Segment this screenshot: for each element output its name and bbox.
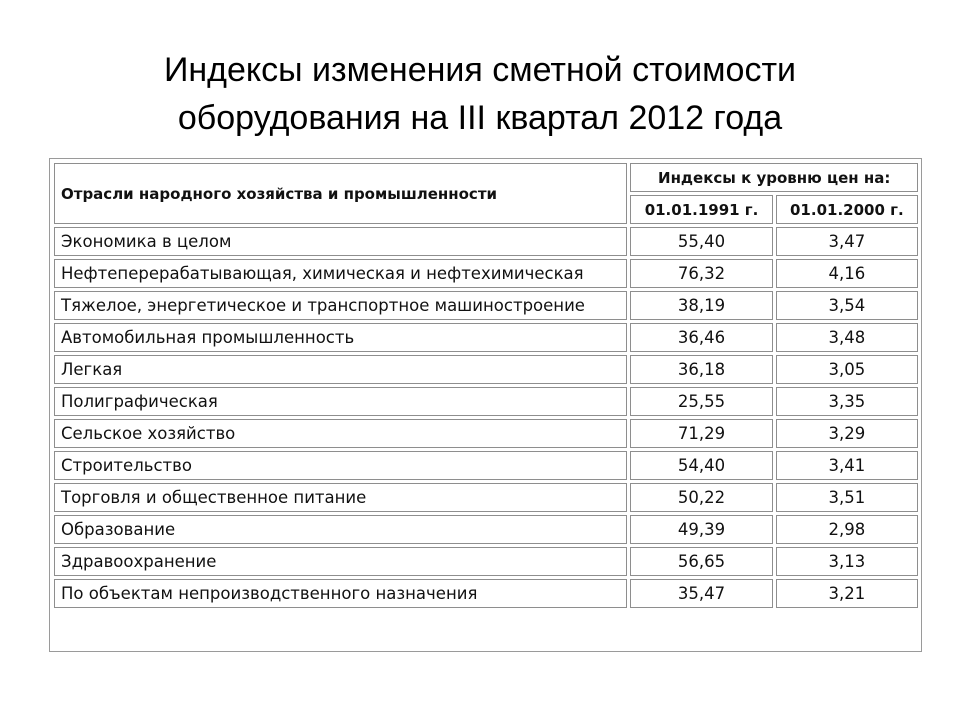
table-row (54, 515, 918, 544)
row-sector-name: Здравоохранение (54, 547, 627, 576)
row-sector-name: Торговля и общественное питание (54, 483, 627, 512)
table-row (54, 547, 918, 576)
title-line-1: Индексы изменения сметной стоимости (163, 51, 797, 89)
table-row (54, 451, 918, 480)
row-sector-name: По объектам непроизводственного назначения (54, 579, 627, 608)
index-table-frame (49, 158, 922, 652)
row-value-2000: 3,51 (776, 483, 918, 512)
row-value-2000: 3,54 (776, 291, 918, 320)
row-value-1991: 50,22 (630, 483, 772, 512)
header-2000: 01.01.2000 г. (776, 195, 918, 224)
row-value-2000: 3,35 (776, 387, 918, 416)
row-sector-name: Полиграфическая (54, 387, 627, 416)
row-sector-name: Сельское хозяйство (54, 419, 627, 448)
row-value-2000: 3,48 (776, 323, 918, 352)
row-value-2000: 3,41 (776, 451, 918, 480)
row-value-1991: 49,39 (630, 515, 772, 544)
row-value-2000: 3,29 (776, 419, 918, 448)
row-value-1991: 56,65 (630, 547, 772, 576)
row-value-1991: 76,32 (630, 259, 772, 288)
row-value-1991: 54,40 (630, 451, 772, 480)
row-value-1991: 36,18 (630, 355, 772, 384)
table-row (54, 323, 918, 352)
row-value-2000: 4,16 (776, 259, 918, 288)
row-value-2000: 3,13 (776, 547, 918, 576)
row-value-2000: 3,21 (776, 579, 918, 608)
table-body (54, 227, 918, 608)
table-row (54, 355, 918, 384)
table-header-row (54, 163, 918, 192)
title-line-2: оборудования на III квартал 2012 года (177, 99, 783, 137)
table-row (54, 387, 918, 416)
table-row (54, 259, 918, 288)
row-value-1991: 25,55 (630, 387, 772, 416)
row-value-2000: 3,47 (776, 227, 918, 256)
row-value-1991: 71,29 (630, 419, 772, 448)
row-sector-name: Автомобильная промышленность (54, 323, 627, 352)
row-value-1991: 35,47 (630, 579, 772, 608)
table-row (54, 579, 918, 608)
row-value-2000: 2,98 (776, 515, 918, 544)
table-row (54, 483, 918, 512)
header-index-group: Индексы к уровню цен на: (630, 163, 918, 192)
row-sector-name: Образование (54, 515, 627, 544)
header-sector: Отрасли народного хозяйства и промышленности (54, 163, 627, 224)
row-value-1991: 36,46 (630, 323, 772, 352)
row-value-1991: 38,19 (630, 291, 772, 320)
table-row (54, 227, 918, 256)
index-table (51, 160, 921, 611)
page-title (0, 46, 960, 142)
row-value-2000: 3,05 (776, 355, 918, 384)
row-sector-name: Тяжелое, энергетическое и транспортное машиностроение (54, 291, 627, 320)
row-value-1991: 55,40 (630, 227, 772, 256)
header-1991: 01.01.1991 г. (630, 195, 772, 224)
row-sector-name: Нефтеперерабатывающая, химическая и нефтехимическая (54, 259, 627, 288)
table-row (54, 419, 918, 448)
row-sector-name: Экономика в целом (54, 227, 627, 256)
row-sector-name: Строительство (54, 451, 627, 480)
table-row (54, 291, 918, 320)
row-sector-name: Легкая (54, 355, 627, 384)
